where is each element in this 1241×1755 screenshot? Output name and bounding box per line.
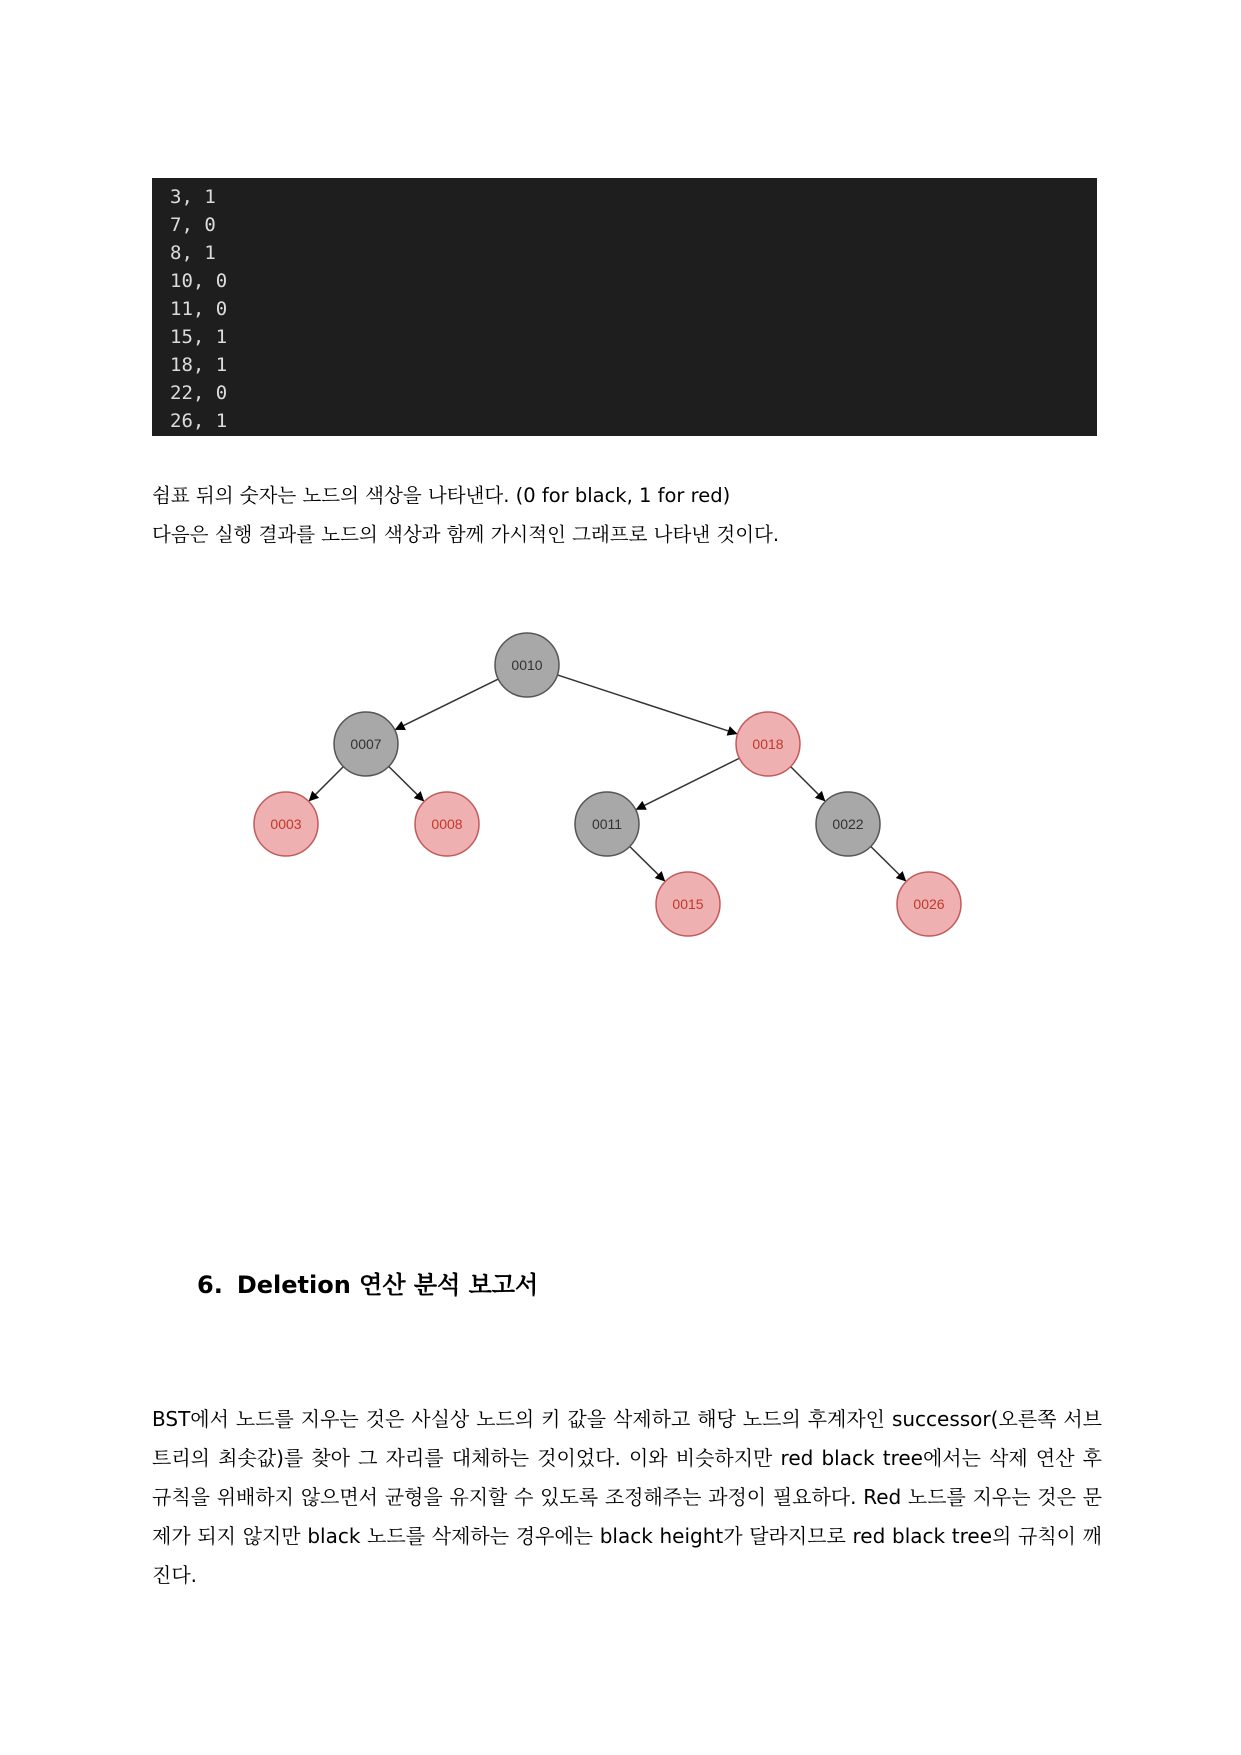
section-title: Deletion 연산 분석 보고서 — [236, 1271, 539, 1299]
tree-node-0022 — [816, 792, 880, 856]
intro-line: 다음은 실행 결과를 노드의 색상과 함께 가시적인 그래프로 나타낸 것이다. — [152, 523, 780, 546]
tree-node-label: 0003 — [270, 816, 302, 832]
tree-edge — [309, 767, 343, 801]
tree-node-label: 0008 — [431, 816, 463, 832]
tree-edge — [871, 846, 906, 880]
red-black-tree-diagram — [0, 620, 1241, 950]
tree-node-label: 0015 — [672, 896, 704, 912]
tree-node-0015 — [656, 872, 720, 936]
tree-node-0008 — [415, 792, 479, 856]
code-line: 15, 1 — [170, 326, 228, 348]
tree-node-0011 — [575, 792, 639, 856]
tree-node-0007 — [334, 712, 398, 776]
tree-node-0003 — [254, 792, 318, 856]
tree-node-0026 — [897, 872, 961, 936]
tree-node-label: 0022 — [832, 816, 864, 832]
tree-node-0018 — [736, 712, 800, 776]
tree-node-label: 0018 — [752, 736, 784, 752]
code-line: 7, 0 — [170, 214, 216, 236]
tree-edge — [637, 758, 740, 809]
code-line: 3, 1 — [170, 186, 216, 208]
code-line: 10, 0 — [170, 270, 228, 292]
code-line: 11, 0 — [170, 298, 228, 320]
tree-node-0010 — [495, 633, 559, 697]
tree-edge — [557, 675, 736, 734]
section-heading — [197, 1265, 552, 1300]
intro-paragraph — [152, 476, 1102, 554]
section-number: 6. — [197, 1271, 223, 1299]
tree-edge — [389, 766, 424, 800]
tree-edge — [396, 679, 499, 729]
code-output-block — [152, 178, 1097, 436]
tree-edge — [791, 767, 825, 801]
code-line: 26, 1 — [170, 410, 228, 432]
tree-edge — [630, 846, 665, 880]
code-line: 22, 0 — [170, 382, 228, 404]
tree-node-label: 0010 — [511, 657, 543, 673]
tree-node-label: 0011 — [591, 816, 623, 832]
tree-node-label: 0026 — [913, 896, 945, 912]
code-line: 8, 1 — [170, 242, 216, 264]
body-paragraph: BST에서 노드를 지우는 것은 사실상 노드의 키 값을 삭제하고 해당 노드의 후계자인 successor(오른쪽 서브 트리의 최솟값)를 찾아 그 자리를 대체하는 것이었다. 이와 비슷하지만 red black tree에서는 삭제 연산 후 규칙을 위배하지 않으면서 균형을 유지할 수 있도록 조정해주는 과정이 필요하다. Red 노드를 지우는 것은 문제가 되지 않지만 black 노드를 삭제하는 경우에는 black height가 달라지므로 red black tree의 규칙이 깨진다. — [152, 1407, 1102, 1587]
tree-node-label: 0007 — [350, 736, 382, 752]
code-line: 18, 1 — [170, 354, 228, 376]
intro-line: 쉼표 뒤의 숫자는 노드의 색상을 나타낸다. (0 for black, 1 for red) — [152, 484, 731, 507]
